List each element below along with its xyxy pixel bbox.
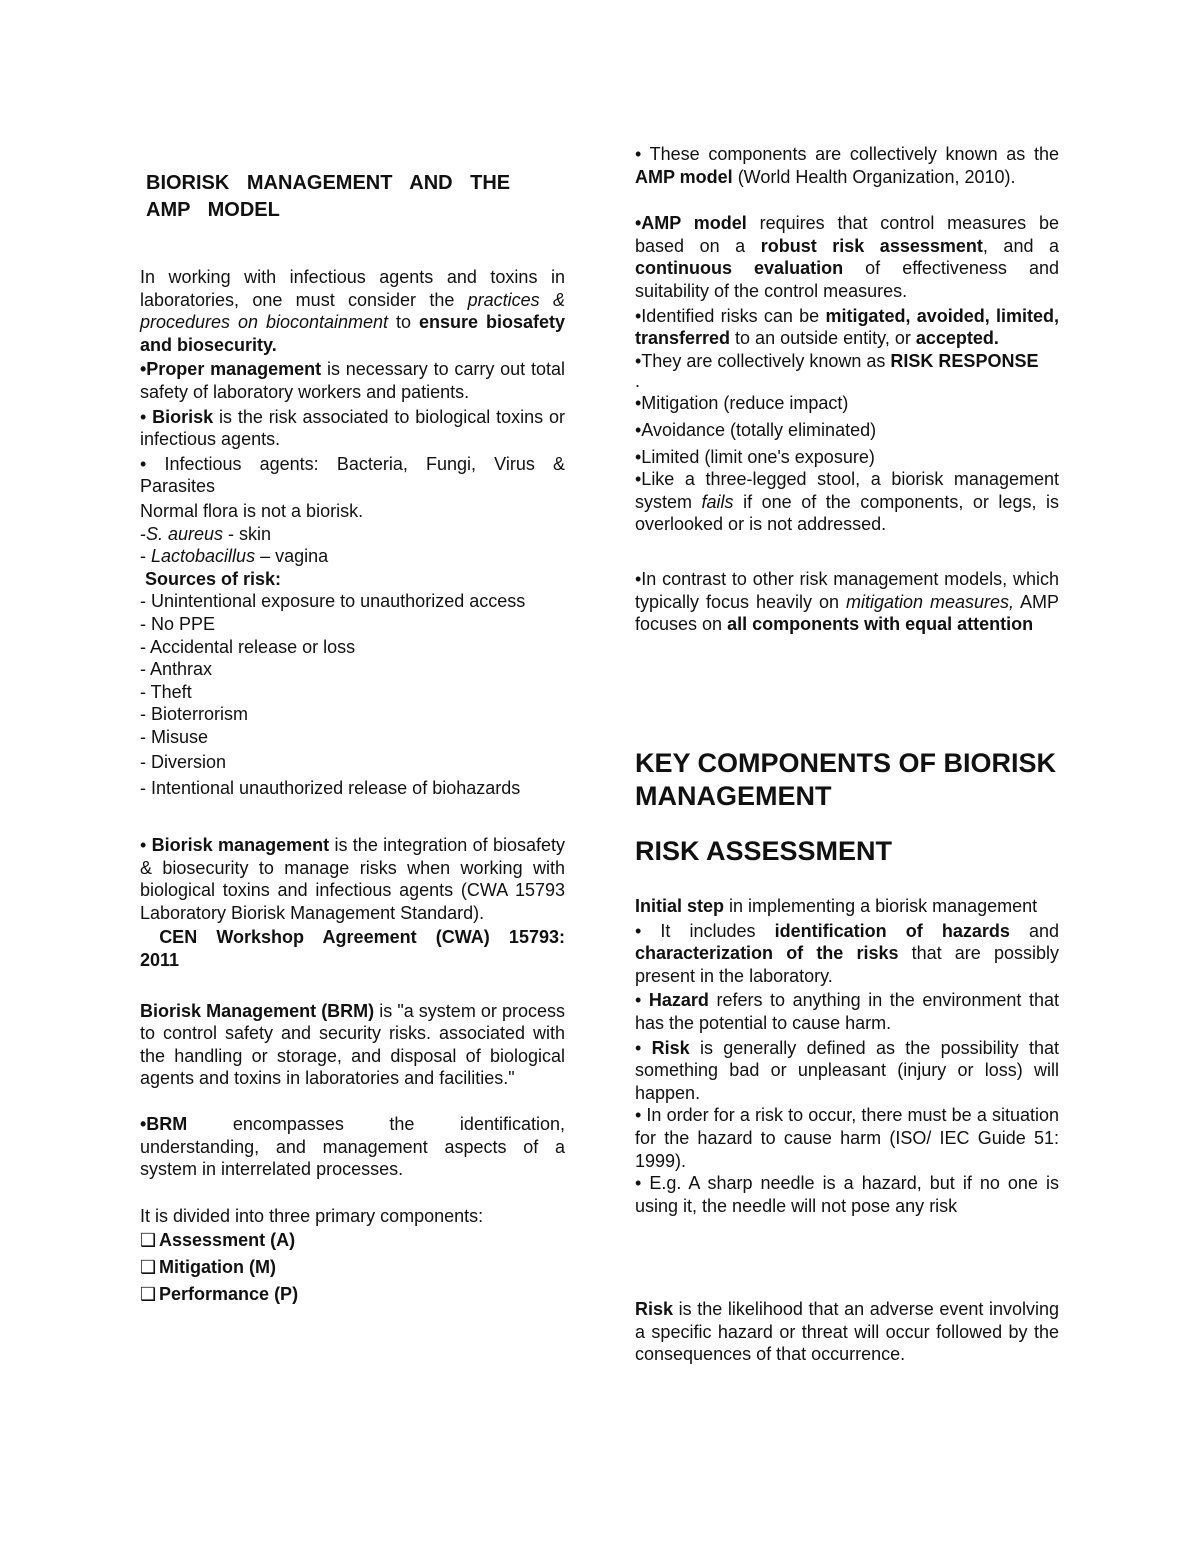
source-item: - Anthrax bbox=[140, 659, 213, 680]
checkbox-icon: ❑ bbox=[140, 1284, 157, 1305]
avoidance-line: •Avoidance (totally eliminated) bbox=[635, 419, 877, 440]
order-paragraph: • In order for a risk to occur, there must be a situation for the hazard to cause harm (ISO/ IEC Guide 51: 1999). bbox=[635, 1105, 1059, 1171]
component-item: ❑ Mitigation (M) bbox=[140, 1254, 565, 1281]
source-item: - Diversion bbox=[140, 752, 227, 773]
component-item: ❑ Assessment (A) bbox=[140, 1227, 565, 1254]
cwa-heading: CEN Workshop Agreement (CWA) 15793: 2011 bbox=[140, 927, 576, 970]
dot-line: . bbox=[635, 371, 641, 392]
proper-management-paragraph: •Proper management is necessary to carry out total safety of laboratory workers and patients. bbox=[140, 359, 565, 402]
example-paragraph: • E.g. A sharp needle is a hazard, but if no one is using it, the needle will not pose any risk bbox=[635, 1173, 1059, 1216]
checkbox-icon: ❑ bbox=[140, 1257, 157, 1278]
right-body-2 bbox=[635, 747, 1059, 868]
right-body bbox=[635, 143, 1059, 636]
source-item: - Bioterrorism bbox=[140, 704, 249, 725]
biorisk-management-paragraph: • Biorisk management is the integration of biosafety & biosecurity to manage risks when working with biological toxins and infectious agents (CWA 15793 Laboratory Biorisk Management Standard). bbox=[140, 835, 566, 923]
left-body bbox=[140, 266, 565, 800]
component-item: ❑ Performance (P) bbox=[140, 1281, 565, 1308]
right-body-3 bbox=[635, 895, 1059, 1217]
brm-encompasses-paragraph: •BRM encompasses the identification, understanding, and management aspects of a system in interrelated processes. bbox=[140, 1113, 565, 1180]
includes-paragraph: • It includes identification of hazards and characterization of the risks that are possibly present in the laboratory. bbox=[635, 920, 1059, 986]
infectious-agents-paragraph: • Infectious agents: Bacteria, Fungi, Virus & Parasites bbox=[140, 453, 565, 497]
source-item: - Intentional unauthorized release of biohazards bbox=[140, 778, 521, 799]
normal-flora-line: Normal flora is not a biorisk. bbox=[140, 500, 364, 521]
source-item: - Misuse bbox=[140, 726, 209, 747]
initial-step-paragraph: Initial step in implementing a biorisk management bbox=[635, 896, 1038, 916]
identified-risks-paragraph: •Identified risks can be mitigated, avoided, limited, transferred to an outside entity, or accepted. bbox=[635, 305, 1059, 349]
intro-paragraph: In working with infectious agents and toxins in laboratories, one must consider the practices & procedures on biocontainment to ensure biosafety and biosecurity. bbox=[140, 267, 565, 355]
amp-known-paragraph: • These components are collectively known as the AMP model (World Health Organization, 2010). bbox=[635, 144, 1059, 187]
risk-paragraph: • Risk is generally defined as the possibility that something bad or unpleasant (injury or loss) will happen. bbox=[635, 1037, 1059, 1103]
checkbox-icon: ❑ bbox=[140, 1230, 157, 1251]
components-list bbox=[140, 1227, 565, 1308]
risk-assessment-heading: RISK ASSESSMENT bbox=[635, 836, 893, 866]
right-body-4 bbox=[635, 1298, 1059, 1366]
contrast-paragraph: •In contrast to other risk management models, which typically focus heavily on mitigation measures, AMP focuses on all components with equal attention bbox=[635, 568, 1059, 635]
mitigation-line: •Mitigation (reduce impact) bbox=[635, 393, 849, 414]
source-item: - Theft bbox=[140, 681, 192, 702]
limited-line: •Limited (limit one's exposure) bbox=[635, 446, 875, 467]
hazard-paragraph: • Hazard refers to anything in the environment that has the potential to cause harm. bbox=[635, 990, 1059, 1033]
sources-heading: Sources of risk: bbox=[140, 568, 282, 589]
brm-definition-paragraph: Biorisk Management (BRM) is "a system or process to control safety and security risks. associated with the handling or storage, and disposal of biological agents and toxins in laboratories and facilities." bbox=[140, 1000, 565, 1089]
stool-paragraph: •Like a three-legged stool, a biorisk management system fails if one of the components, or legs, is overlooked or is not addressed. bbox=[635, 469, 1059, 535]
risk-response-paragraph: •They are collectively known as RISK RESPONSE bbox=[635, 350, 1039, 371]
biorisk-paragraph: • Biorisk is the risk associated to biological toxins or infectious agents. bbox=[140, 406, 565, 450]
likelihood-paragraph: Risk is the likelihood that an adverse event involving a specific hazard or threat will occur followed by the consequences of that occurrence. bbox=[635, 1299, 1059, 1365]
source-item: - Accidental release or loss bbox=[140, 636, 356, 657]
key-components-heading: KEY COMPONENTS OF BIORISK MANAGEMENT bbox=[635, 748, 1057, 811]
source-item: - Unintentional exposure to unauthorized access bbox=[140, 591, 526, 612]
divided-line: It is divided into three primary components: bbox=[140, 1205, 484, 1226]
sources-list bbox=[140, 590, 565, 799]
source-item: - No PPE bbox=[140, 613, 216, 634]
left-body-2 bbox=[140, 834, 576, 1308]
lactobacillus-line: - Lactobacillus – vagina bbox=[140, 546, 329, 567]
s-aureus-line: -S. aureus - skin bbox=[140, 523, 272, 544]
amp-requires-paragraph: •AMP model requires that control measures be based on a robust risk assessment, and a continuous evaluation of effectiveness and suitability of the control measures. bbox=[635, 213, 1060, 301]
page-title: BIORISK MANAGEMENT AND THE AMP MODEL bbox=[146, 172, 511, 221]
